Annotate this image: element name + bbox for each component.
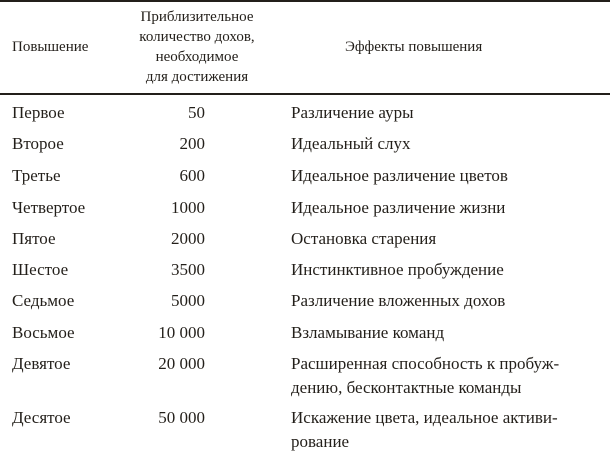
row-count: 50 [188, 103, 205, 122]
row-level: Девятое [12, 354, 71, 373]
row-count: 1000 [171, 198, 205, 217]
row-count: 10 000 [158, 323, 205, 342]
row-level: Шестое [12, 260, 69, 279]
header-count-line: необходимое [155, 49, 239, 65]
row-effect: Различение вложенных дохов [291, 291, 506, 310]
row-effect: Идеальное различение цветов [291, 166, 508, 185]
row-effect: Инстинктивное пробуждение [291, 260, 504, 279]
row-level: Второе [12, 134, 64, 153]
header-count-line: Приблизительное [140, 9, 254, 25]
row-level: Седьмое [12, 291, 75, 310]
row-effect: Искажение цвета, идеальное активи- рование [291, 408, 558, 451]
row-level: Первое [12, 103, 65, 122]
row-count: 200 [179, 134, 205, 153]
table-top-rule [0, 0, 610, 2]
header-level: Повышение [12, 39, 89, 55]
row-level: Восьмое [12, 323, 75, 342]
row-level: Пятое [12, 229, 56, 248]
row-effect: Различение ауры [291, 103, 414, 122]
row-count: 50 000 [158, 408, 205, 427]
row-effect: Взламывание команд [291, 323, 445, 342]
row-effect: Расширенная способность к пробуж- дению, бесконтактные команды [291, 354, 560, 397]
row-effect: Идеальное различение жизни [291, 198, 506, 217]
header-effects: Эффекты повышения [345, 39, 483, 55]
header-rule [0, 93, 610, 95]
row-effect: Остановка старения [291, 229, 437, 248]
row-count: 600 [179, 166, 205, 185]
row-count: 5000 [171, 291, 205, 310]
row-level: Четвертое [12, 198, 86, 217]
header-count [122, 7, 272, 87]
row-level: Десятое [12, 408, 71, 427]
header-count-line: для достижения [145, 69, 249, 85]
row-effect: Идеальный слух [291, 134, 411, 153]
row-count: 2000 [171, 229, 205, 248]
row-count: 20 000 [158, 354, 205, 373]
header-count-line: количество дохов, [139, 29, 255, 45]
row-count: 3500 [171, 260, 205, 279]
row-level: Третье [12, 166, 61, 185]
